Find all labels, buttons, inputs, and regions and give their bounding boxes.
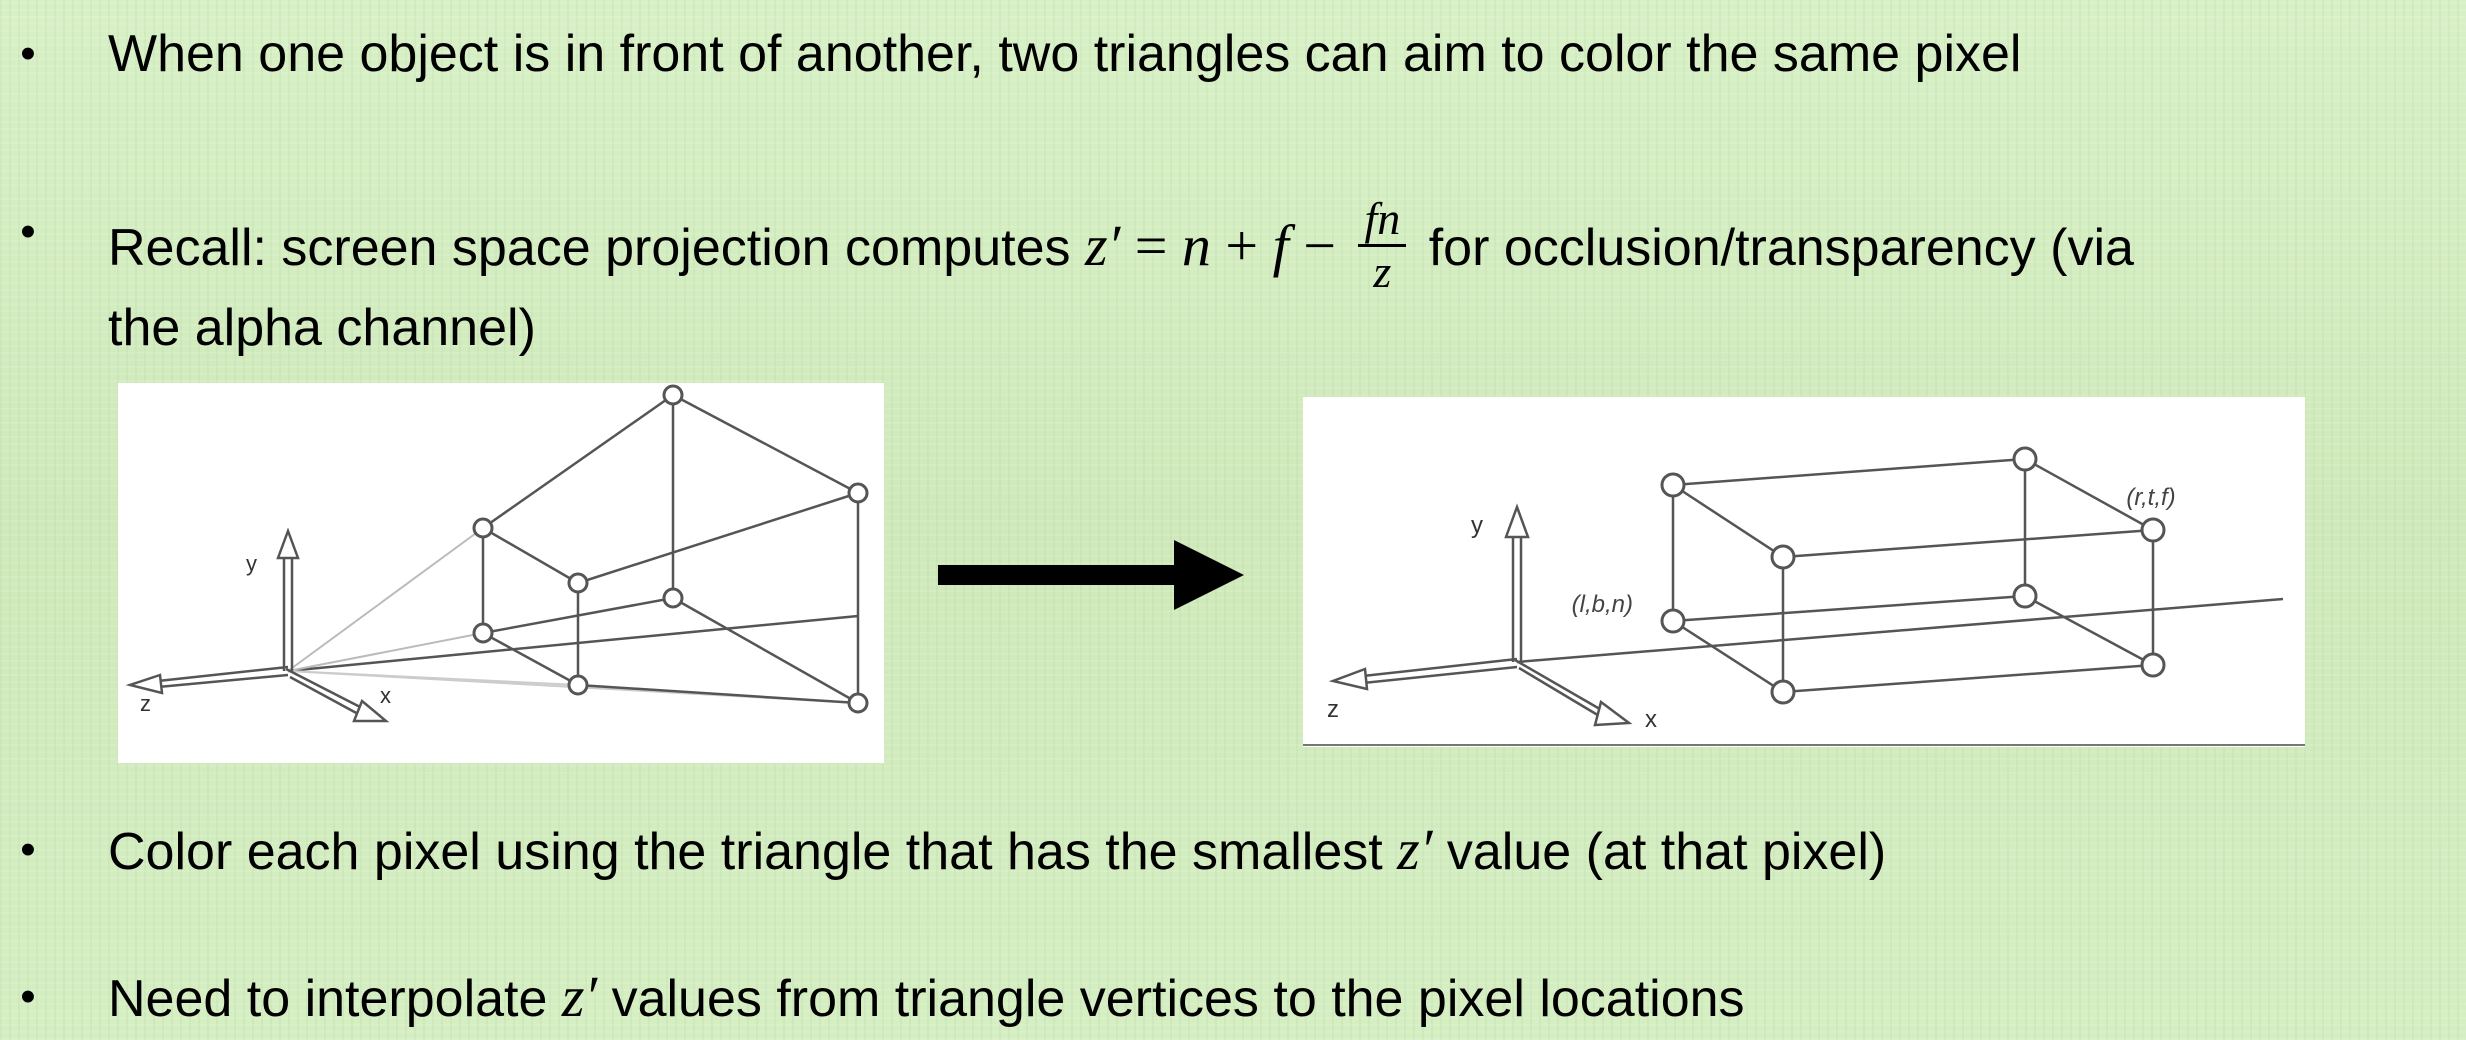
equation-plus: + bbox=[1210, 213, 1273, 279]
arrow-head bbox=[1174, 540, 1244, 610]
vertex bbox=[569, 676, 587, 694]
vertex bbox=[474, 624, 492, 642]
vertex bbox=[1662, 474, 1684, 496]
vertex bbox=[849, 484, 867, 502]
bullet-4-text-after: values from triangle vertices to the pixel locations bbox=[597, 970, 1745, 1028]
vertex-label-rtf: (r,t,f) bbox=[2126, 484, 2176, 511]
z-axis bbox=[1363, 667, 1517, 683]
bullet-4-text bbox=[108, 965, 1745, 1031]
projection-ray bbox=[288, 633, 483, 671]
transform-arrow bbox=[938, 540, 1248, 610]
vertex bbox=[849, 694, 867, 712]
frustum-edge bbox=[483, 528, 578, 583]
frustum-edge bbox=[673, 598, 858, 703]
frustum-edge bbox=[483, 633, 578, 685]
bullet-dot: • bbox=[20, 825, 36, 874]
bullet-dot: • bbox=[20, 207, 36, 256]
bullet-dot: • bbox=[20, 972, 36, 1021]
z-axis-label: z bbox=[1327, 696, 1339, 723]
vertex bbox=[2142, 519, 2164, 541]
box-edge bbox=[1783, 665, 2153, 692]
projection-ray bbox=[288, 671, 578, 685]
bullet-2-text-after: for occlusion/transparency (via bbox=[1414, 219, 2134, 278]
vertex bbox=[1772, 546, 1794, 568]
x-axis-label: x bbox=[380, 683, 391, 708]
y-axis-arrow bbox=[1506, 507, 1528, 537]
box-diagram bbox=[1303, 397, 2305, 747]
bullet-2-line-1 bbox=[108, 193, 2134, 303]
equation-fraction bbox=[1358, 194, 1406, 297]
vertex bbox=[664, 386, 682, 404]
z-axis-arrow bbox=[1333, 669, 1367, 689]
fraction-numerator: fn bbox=[1358, 194, 1406, 247]
x-axis-arrow bbox=[1595, 702, 1629, 725]
bullet-1-text: When one object is in front of another, two triangles can aim to color the same pixel bbox=[108, 25, 2022, 83]
vertex bbox=[1662, 610, 1684, 632]
vertex bbox=[2014, 448, 2036, 470]
bullet-2-text-before: Recall: screen space projection computes bbox=[108, 219, 1085, 278]
frustum-figure bbox=[118, 383, 884, 763]
box-figure bbox=[1303, 397, 2305, 747]
box-edge bbox=[1673, 596, 2025, 621]
x-axis-label: x bbox=[1645, 706, 1657, 733]
z-axis bbox=[1363, 659, 1517, 676]
frustum-edge bbox=[578, 685, 858, 703]
x-axis bbox=[1515, 660, 1605, 712]
depth-line bbox=[288, 616, 858, 671]
vertex bbox=[2142, 654, 2164, 676]
box-edge bbox=[1673, 621, 1783, 692]
box-edge bbox=[1783, 530, 2153, 557]
vertex bbox=[474, 519, 492, 537]
y-axis-arrow bbox=[278, 531, 298, 558]
z-prime-variable: z′ bbox=[1397, 817, 1433, 882]
projection-ray bbox=[288, 528, 483, 671]
vertex-label-lbn: (l,b,n) bbox=[1571, 591, 1633, 618]
vertex bbox=[664, 589, 682, 607]
equation-f: f bbox=[1272, 213, 1289, 279]
equation-lhs: z′ bbox=[1084, 213, 1121, 279]
frustum-edge bbox=[578, 493, 858, 583]
arrow-shaft bbox=[938, 565, 1178, 585]
bullet-4-text-before: Need to interpolate bbox=[108, 970, 562, 1028]
equation-equals: = bbox=[1120, 213, 1182, 279]
box-edge bbox=[1673, 459, 2025, 485]
fraction-denominator: z bbox=[1373, 246, 1392, 297]
z-axis bbox=[158, 667, 288, 681]
vertex bbox=[1772, 681, 1794, 703]
bullet-3-text bbox=[108, 818, 1886, 884]
vertex bbox=[2014, 585, 2036, 607]
bullet-dot: • bbox=[20, 29, 36, 78]
x-axis bbox=[1519, 668, 1601, 717]
x-axis bbox=[290, 677, 360, 715]
z-prime-variable: z′ bbox=[561, 964, 598, 1029]
vertex bbox=[569, 574, 587, 592]
frustum-diagram bbox=[118, 383, 884, 763]
z-axis bbox=[158, 675, 288, 687]
frustum-edge bbox=[673, 395, 858, 493]
equation-minus: − bbox=[1288, 213, 1351, 279]
z-axis-label: z bbox=[140, 691, 151, 716]
bullet-2-line-2: the alpha channel) bbox=[108, 299, 536, 357]
box-edge bbox=[1673, 485, 1783, 557]
bullet-3-text-before: Color each pixel using the triangle that has the smallest bbox=[108, 823, 1398, 881]
equation-n: n bbox=[1181, 213, 1211, 279]
frustum-edge bbox=[483, 395, 673, 528]
y-axis-label: y bbox=[246, 551, 257, 576]
y-axis-label: y bbox=[1471, 512, 1483, 539]
bullet-3-text-after: value (at that pixel) bbox=[1432, 823, 1887, 881]
box-edge bbox=[2025, 596, 2153, 665]
